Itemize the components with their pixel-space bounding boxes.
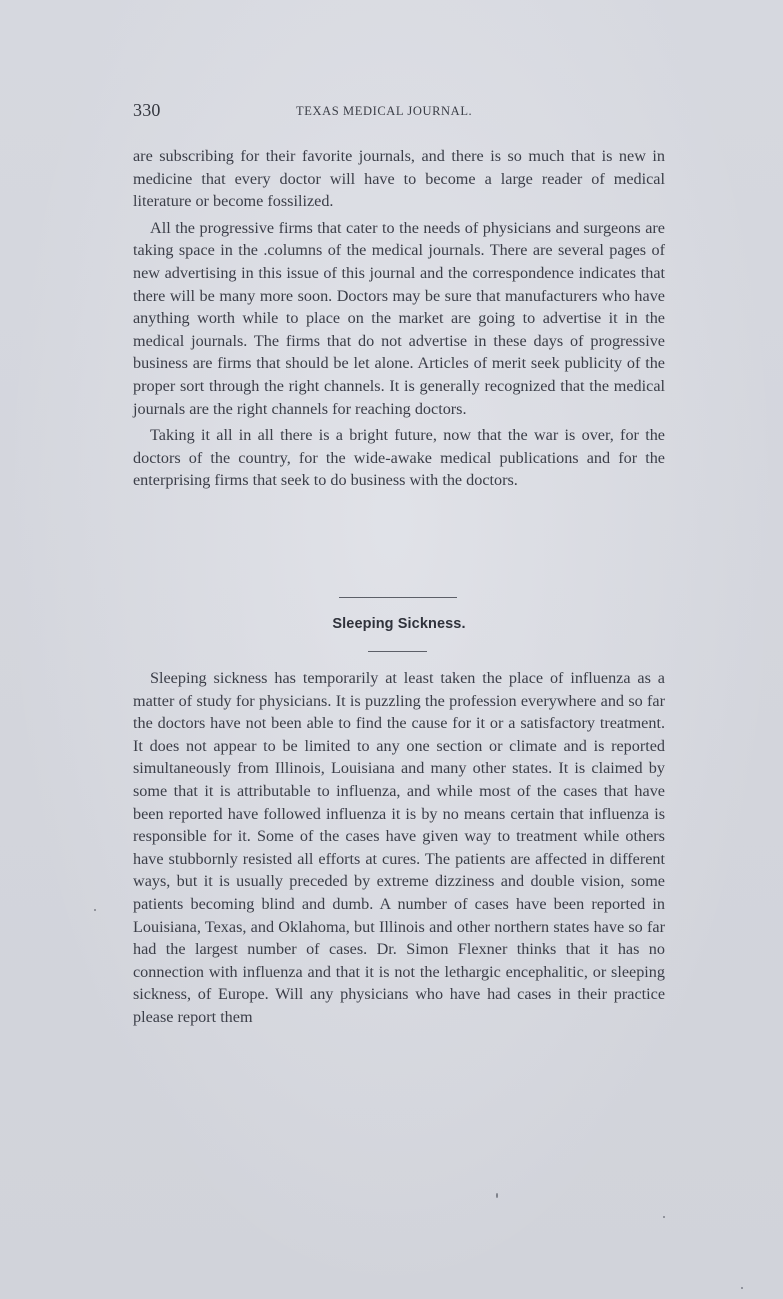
paragraph: All the progressive firms that cater to the needs of physicians and surgeons are taking space in the .columns of the medical journals. There are several pages of new advertising in this issue of this journal and the correspondence indicates that there will be many more soon. Doctors may be sure that manufacturers who have anything worth while to place on the market are going to advertise it in the medical journals. The firms that do not advertise in these days of progressive business are firms that should be let alone. Articles of merit seek publicity of the proper sort through the right channels. It is generally recognized that the medical journals are the right channels for reaching doctors. [133, 218, 665, 418]
paragraph: Taking it all in all there is a bright future, now that the war is over, for the doctors of the country, for the wide-awake medical publications and for the enterprising firms that seek to do business with the doctors. [133, 426, 665, 490]
editorial-text-continued [133, 145, 665, 492]
print-speck [663, 1216, 665, 1218]
print-speck [94, 909, 96, 911]
journal-title: TEXAS MEDICAL JOURNAL. [296, 104, 473, 118]
paragraph: are subscribing for their favorite journals, and there is so much that is new in medicine that every doctor will have to become a large reader of medical literature or become fossilized. [133, 147, 665, 211]
paragraph: Sleeping sickness has temporarily at least taken the place of influenza as a matter of study for physicians. It is puzzling the profession everywhere and so far the doctors have not been able to find the cause for it or a satisfactory treatment. It does not appear to be limited to any one section or climate and is reported simultaneously from Illinois, Louisiana and many other states. It is claimed by some that it is attributable to influenza, and while most of the cases that have been reported have followed influenza it is by no means certain that influenza is responsible for it. Some of the cases have given way to treatment while others have stubbornly resisted all efforts at cures. The patients are affected in different ways, but it is usually preceded by extreme dizziness and double vision, some patients becoming blind and dumb. A number of cases have been reported in Louisiana, Texas, and Oklahoma, but Illinois and other northern states have so far had the largest number of cases. Dr. Simon Flexner thinks that it has no connection with influenza and that it is not the lethargic encephalitic, or sleeping sickness, of Europe. Will any physicians who have had cases in their practice please report them [133, 669, 665, 1026]
section-divider [339, 597, 457, 598]
running-head [133, 100, 663, 124]
page-number: 330 [133, 100, 161, 120]
print-speck [496, 1193, 498, 1198]
print-speck [741, 1287, 743, 1289]
section-heading: Sleeping Sickness. [332, 616, 466, 632]
sleeping-sickness-article [133, 667, 665, 1029]
heading-underline [368, 651, 427, 652]
